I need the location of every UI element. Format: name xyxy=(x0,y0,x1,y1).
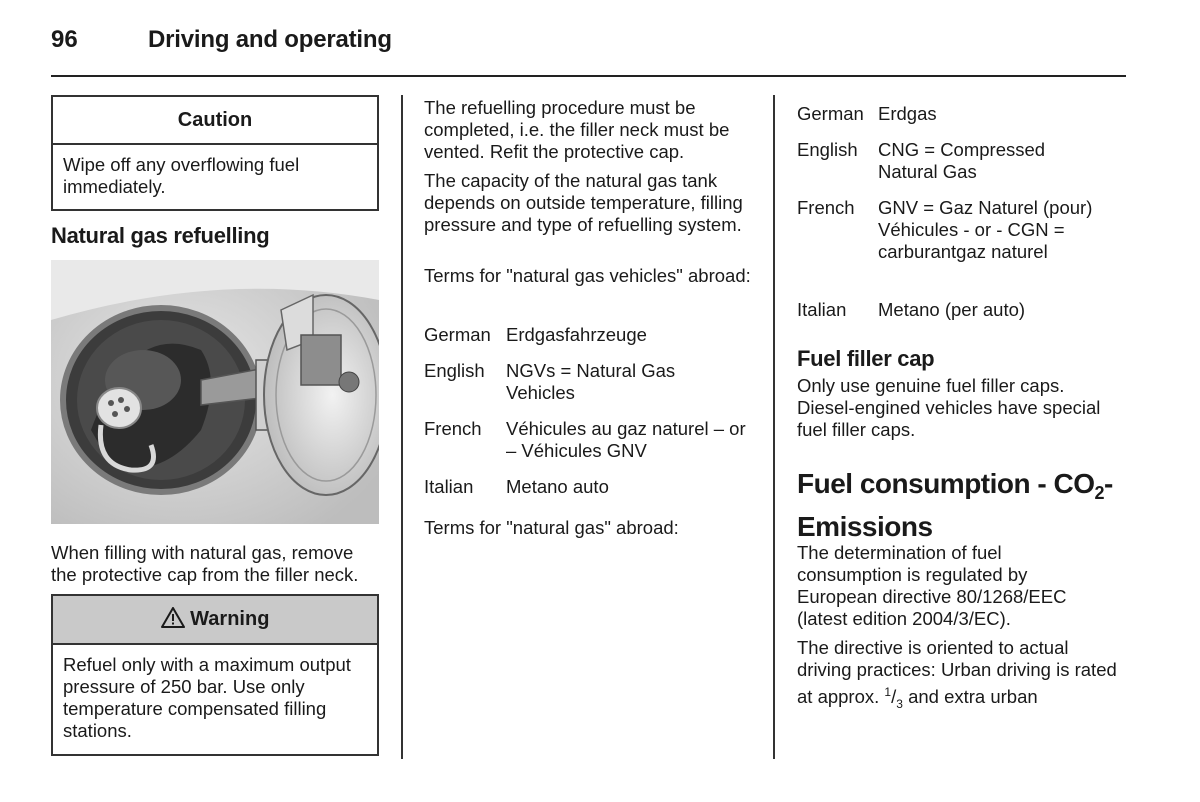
term-value: GNV = Gaz Naturel (pour) Véhicules - or - CGN = carburantgaz naturel xyxy=(878,197,1093,262)
term-row xyxy=(797,299,1127,321)
header-divider xyxy=(51,75,1126,77)
term-language: French xyxy=(424,418,482,439)
fraction-numerator: 1 xyxy=(884,685,892,699)
refuelling-procedure-paragraph: The refuelling procedure must be completed, i.e. the filler neck must be vented. Refit the protective cap. xyxy=(424,97,730,162)
consumption-paragraph-2: The directive is oriented to actual driving practices: Urban driving is rated at approx. $^1/_3$ and extra urban xyxy=(797,637,1117,711)
term-row xyxy=(797,197,1127,263)
page-header-title: Driving and operating xyxy=(148,26,392,53)
term-row xyxy=(797,139,1127,183)
column-divider-2 xyxy=(773,95,775,759)
warning-title: Warning xyxy=(190,608,270,630)
term-value: Erdgasfahrzeuge xyxy=(506,324,647,345)
term-row xyxy=(424,324,759,346)
column-divider-1 xyxy=(401,95,403,759)
term-value: Metano (per auto) xyxy=(878,299,1026,320)
filler-flap-illustration xyxy=(51,260,379,524)
term-language: English xyxy=(797,139,858,160)
term-language: Italian xyxy=(797,299,847,320)
caution-title: Caution xyxy=(53,97,377,145)
term-value: CNG = Compressed Natural Gas xyxy=(878,139,1046,182)
warning-header xyxy=(53,596,377,645)
fuel-filler-cap-text: Only use genuine fuel filler caps. Diesel-engined vehicles have special fuel filler caps. xyxy=(797,375,1101,440)
term-value: Véhicules au gaz naturel – or – Véhicules GNV xyxy=(506,418,746,461)
warning-text: Refuel only with a maximum output pressure of 250 bar. Use only temperature compensated filling stations. xyxy=(63,654,351,741)
co2-subscript: 2 xyxy=(1094,483,1105,503)
natural-gas-refuelling-heading: Natural gas refuelling xyxy=(51,223,270,248)
fuel-consumption-heading xyxy=(797,467,1127,544)
page-number: 96 xyxy=(51,26,78,53)
refuelling-caption: When filling with natural gas, remove the protective cap from the filler neck. xyxy=(51,542,359,585)
fuel-consumption-heading-dash: - xyxy=(1104,468,1113,499)
term-language: English xyxy=(424,360,485,381)
fraction-denominator: 3 xyxy=(896,696,903,711)
term-language: French xyxy=(797,197,855,218)
term-language: German xyxy=(797,103,864,124)
consumption-paragraph-2-tail: and extra urban xyxy=(902,686,1038,708)
term-row xyxy=(797,103,1127,125)
caution-text: Wipe off any overflowing fuel immediately. xyxy=(63,154,300,197)
terms-gas-intro: Terms for "natural gas" abroad: xyxy=(424,517,679,538)
term-value: Metano auto xyxy=(506,476,609,497)
term-value: NGVs = Natural Gas Vehicles xyxy=(506,360,676,403)
term-row xyxy=(424,476,759,498)
caution-box xyxy=(51,95,379,211)
consumption-paragraph-2-text: The directive is oriented to actual driving practices: Urban driving is rated at approx. xyxy=(797,637,1117,708)
fuel-consumption-heading-emissions: Emissions xyxy=(797,511,933,542)
consumption-paragraph-1: The determination of fuel consumption is regulated by European directive 80/1268/EEC (latest edition 2004/3/EC). xyxy=(797,542,1067,629)
term-row xyxy=(424,360,759,404)
tank-capacity-paragraph: The capacity of the natural gas tank depends on outside temperature, filling pressure and type of refuelling system. xyxy=(424,170,743,235)
term-language: German xyxy=(424,324,491,345)
term-row xyxy=(424,418,759,462)
fuel-filler-cap-heading: Fuel filler cap xyxy=(797,346,935,371)
warning-box xyxy=(51,594,379,756)
term-value: Erdgas xyxy=(878,103,937,124)
warning-triangle-icon xyxy=(161,608,191,630)
term-language: Italian xyxy=(424,476,474,497)
terms-vehicles-intro: Terms for "natural gas vehicles" abroad: xyxy=(424,265,751,286)
fuel-consumption-heading-text: Fuel consumption - CO xyxy=(797,468,1095,499)
refuelling-illustration xyxy=(51,260,379,524)
